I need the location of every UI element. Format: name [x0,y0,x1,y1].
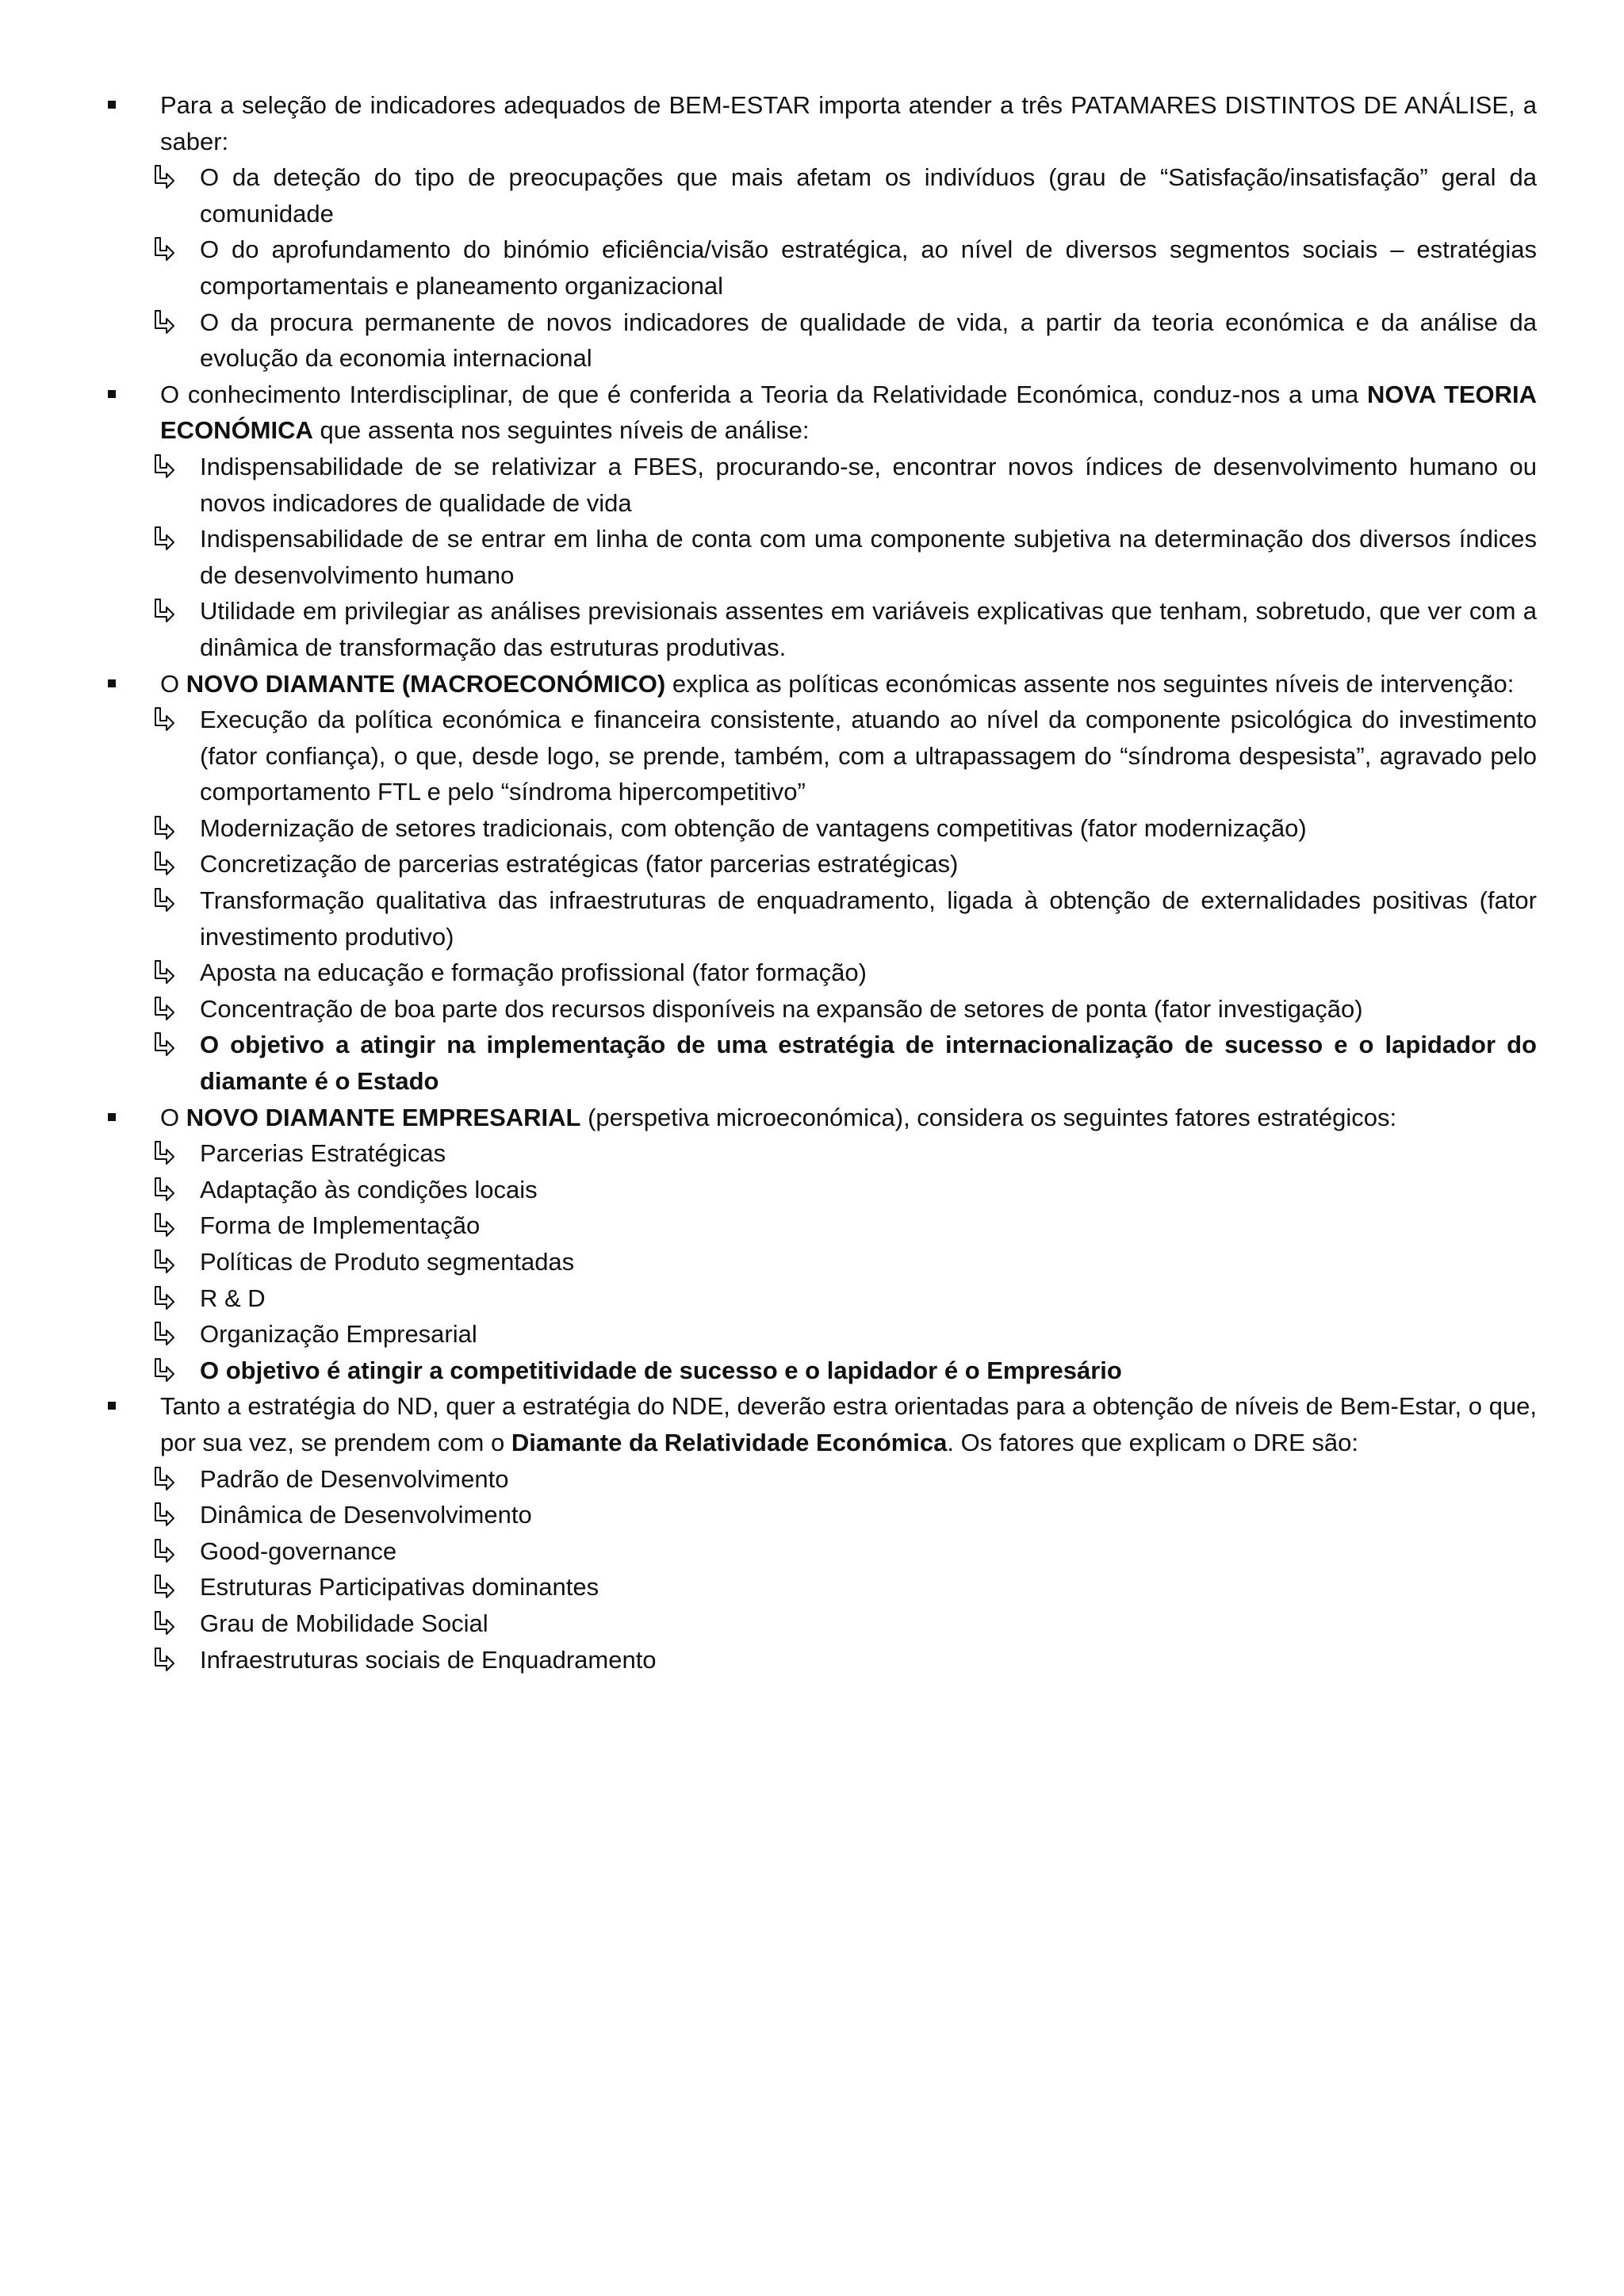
arrow-bullet-icon [152,1316,176,1352]
bullet-item [0,377,1537,449]
bullet-item [0,1388,1537,1460]
bold-text: O objetivo é atingir a competitividade de sucesso e o lapidador é o Empresário [200,1356,1122,1384]
sub-bullet-item [0,1027,1537,1099]
sub-bullet-item [0,991,1537,1027]
sub-bullet-item [0,1569,1537,1605]
arrow-bullet-icon [152,1244,176,1280]
sub-bullet-item [0,1244,1537,1280]
text-run: Dinâmica de Desenvolvimento [200,1501,532,1529]
text-run: Forma de Implementação [200,1211,481,1240]
arrow-bullet-icon [152,232,176,267]
sub-bullet-item [0,1172,1537,1208]
sub-bullet-item [0,1316,1537,1353]
text-run: explica as políticas económicas assente nos seguintes níveis de intervenção: [665,669,1515,698]
bold-text: NOVO DIAMANTE (MACROECONÓMICO) [186,669,666,698]
text-run: O da deteção do tipo de preocupações que mais afetam os indivíduos (grau de “Satisfação/insatisfação” geral da comunidade [200,163,1537,228]
arrow-bullet-icon [152,846,176,882]
sub-bullet-item [0,1605,1537,1642]
arrow-bullet-icon [152,1533,176,1569]
sub-bullet-item [0,449,1537,521]
text-run: Infraestruturas sociais de Enquadramento [200,1645,657,1674]
sub-bullet-item [0,1461,1537,1498]
arrow-bullet-icon [152,1497,176,1533]
arrow-bullet-icon [152,1207,176,1243]
arrow-bullet-icon [152,304,176,340]
text-run: O [160,669,186,698]
sub-bullet-item [0,1497,1537,1533]
text-run: Parcerias Estratégicas [200,1139,446,1168]
sub-bullet-item [0,810,1537,847]
sub-bullet-item [0,882,1537,955]
square-bullet-icon [108,1402,116,1410]
arrow-bullet-icon [152,702,176,737]
text-run: Execução da política económica e financeira consistente, atuando ao nível da componente psicológica do investimento (fator confiança), o que, desde logo, se prende, também, com a ultrapassagem do “síndroma despesista”, agravado pelo comportamento FTL e pelo “síndroma hipercompetitivo” [200,706,1537,806]
arrow-bullet-icon [152,991,176,1027]
sub-bullet-item [0,1642,1537,1678]
text-run: Estruturas Participativas dominantes [200,1573,599,1601]
sub-bullet-item [0,955,1537,991]
arrow-bullet-icon [152,1135,176,1171]
sub-bullet-item [0,1207,1537,1244]
sub-bullet-item [0,846,1537,882]
arrow-bullet-icon [152,1353,176,1388]
square-bullet-icon [108,679,116,687]
arrow-bullet-icon [152,593,176,629]
text-run: Transformação qualitativa das infraestruturas de enquadramento, ligada à obtenção de externalidades positivas (fator investimento produtivo) [200,886,1537,951]
text-run: Aposta na educação e formação profissional (fator formação) [200,959,867,987]
arrow-bullet-icon [152,1605,176,1641]
bullet-list [0,87,1624,1678]
bullet-item [0,87,1537,159]
sub-bullet-item [0,304,1537,377]
text-run: Adaptação às condições locais [200,1175,538,1203]
text-run: Good-governance [200,1536,397,1565]
text-run: Para a seleção de indicadores adequados de BEM-ESTAR importa atender a três PATAMARES DISTINTOS DE ANÁLISE, a saber: [160,91,1537,155]
arrow-bullet-icon [152,882,176,918]
sub-bullet-item [0,1533,1537,1570]
text-run: Organização Empresarial [200,1320,477,1349]
sub-bullet-item [0,1135,1537,1172]
bold-text: Diamante da Relatividade Económica [511,1428,948,1456]
sub-bullet-item [0,159,1537,232]
text-run: O conhecimento Interdisciplinar, de que é conferida a Teoria da Relatividade Económica, conduz-nos a uma [160,380,1368,408]
sub-bullet-item [0,1280,1537,1317]
arrow-bullet-icon [152,1172,176,1207]
arrow-bullet-icon [152,521,176,557]
arrow-bullet-icon [152,159,176,195]
sub-bullet-item [0,521,1537,593]
text-run: que assenta nos seguintes níveis de análise: [312,416,810,445]
arrow-bullet-icon [152,810,176,846]
text-run: Utilidade em privilegiar as análises previsionais assentes em variáveis explicativas que tenham, sobretudo, que ver com a dinâmica de transformação das estruturas produtivas. [200,597,1537,661]
text-run: Concretização de parcerias estratégicas (fator parcerias estratégicas) [200,850,959,878]
arrow-bullet-icon [152,1569,176,1605]
arrow-bullet-icon [152,1027,176,1062]
square-bullet-icon [108,390,116,398]
text-run: Indispensabilidade de se relativizar a FBES, procurando-se, encontrar novos índices de desenvolvimento humano ou novos indicadores de qualidade de vida [200,452,1537,517]
text-run: Modernização de setores tradicionais, com obtenção de vantagens competitivas (fator modernização) [200,813,1307,842]
arrow-bullet-icon [152,449,176,484]
text-run: Padrão de Desenvolvimento [200,1464,509,1493]
arrow-bullet-icon [152,955,176,990]
sub-bullet-item [0,1353,1537,1389]
square-bullet-icon [108,101,116,109]
bold-text: NOVA TEORIA ECONÓMICA [160,380,1538,445]
sub-bullet-item [0,702,1537,810]
arrow-bullet-icon [152,1461,176,1497]
arrow-bullet-icon [152,1280,176,1316]
bullet-item [0,666,1537,702]
bold-text: NOVO DIAMANTE EMPRESARIAL [186,1103,581,1131]
text-run: Concentração de boa parte dos recursos disponíveis na expansão de setores de ponta (fator investigação) [200,994,1363,1023]
sub-bullet-item [0,593,1537,665]
text-run: Grau de Mobilidade Social [200,1609,488,1637]
text-run: O [160,1103,186,1131]
bullet-item [0,1100,1537,1136]
text-run: (perspetiva microeconómica), considera os seguintes fatores estratégicos: [580,1103,1397,1131]
bold-text: O objetivo a atingir na implementação de uma estratégia de internacionalização de sucesso e o lapidador do diamante é o Estado [200,1031,1537,1096]
text-run: R & D [200,1284,266,1312]
text-run: Políticas de Produto segmentadas [200,1248,575,1276]
text-run: O da procura permanente de novos indicadores de qualidade de vida, a partir da teoria económica e da análise da evolução da economia internacional [200,308,1537,373]
text-run: O do aprofundamento do binómio eficiência/visão estratégica, ao nível de diversos segmentos sociais – estratégias comportamentais e planeamento organizacional [200,235,1537,300]
arrow-bullet-icon [152,1642,176,1678]
sub-bullet-item [0,232,1537,304]
text-run: . Os fatores que explicam o DRE são: [947,1428,1359,1456]
square-bullet-icon [108,1113,116,1121]
text-run: Tanto a estratégia do ND, quer a estratégia do NDE, deverão estra orientadas para a obtenção de níveis de Bem-Estar, o que, por sua vez, se prendem com o [160,1392,1537,1456]
text-run: Indispensabilidade de se entrar em linha de conta com uma componente subjetiva na determinação dos diversos índices de desenvolvimento humano [200,525,1537,589]
